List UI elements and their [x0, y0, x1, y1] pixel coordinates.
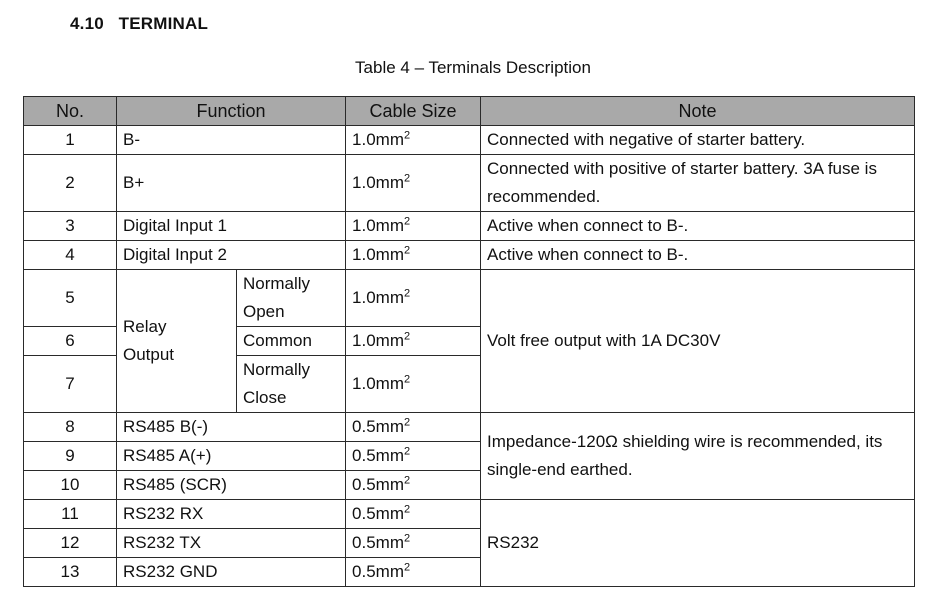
section-title: TERMINAL	[118, 14, 209, 33]
header-no: No.	[24, 97, 117, 126]
cell-cable-size: $1.0mm^2$	[346, 155, 481, 212]
cell-function: RS232 TX	[117, 529, 346, 558]
cell-function: Digital Input 1	[117, 212, 346, 241]
cell-cable-size: $0.5mm^2$	[346, 500, 481, 529]
cell-function: B-	[117, 126, 346, 155]
section-number: 4.10	[70, 14, 104, 33]
cell-no: 11	[24, 500, 117, 529]
cell-rs232-note: RS232	[481, 500, 915, 587]
header-function: Function	[117, 97, 346, 126]
cell-no: 9	[24, 442, 117, 471]
cell-note: Active when connect to B-.	[481, 241, 915, 270]
cell-relay-sub: Common	[237, 327, 346, 356]
cell-cable-size: $1.0mm^2$	[346, 356, 481, 413]
cell-relay-output: Relay Output	[117, 270, 237, 413]
cell-no: 8	[24, 413, 117, 442]
cell-rs485-note: Impedance-120Ω shielding wire is recommended, its single-end earthed.	[481, 413, 915, 500]
table-row	[24, 500, 915, 529]
cell-function: B+	[117, 155, 346, 212]
cell-cable-size: $0.5mm^2$	[346, 529, 481, 558]
cell-cable-size: $0.5mm^2$	[346, 442, 481, 471]
cell-relay-sub: Normally Open	[237, 270, 346, 327]
cell-note: Connected with positive of starter battery. 3A fuse is recommended.	[481, 155, 915, 212]
cell-cable-size: $1.0mm^2$	[346, 270, 481, 327]
table-caption: Table 4 – Terminals Description	[355, 58, 591, 77]
cell-cable-size: $1.0mm^2$	[346, 126, 481, 155]
cell-note: Connected with negative of starter battery.	[481, 126, 915, 155]
cell-cable-size: $0.5mm^2$	[346, 471, 481, 500]
cell-function: RS485 (SCR)	[117, 471, 346, 500]
cell-cable-size: $0.5mm^2$	[346, 413, 481, 442]
header-note: Note	[481, 97, 915, 126]
table-header-row	[24, 97, 915, 126]
cell-function: RS485 A(+)	[117, 442, 346, 471]
cell-cable-size: $1.0mm^2$	[346, 212, 481, 241]
header-cable-size: Cable Size	[346, 97, 481, 126]
cell-no: 13	[24, 558, 117, 587]
cell-relay-sub: Normally Close	[237, 356, 346, 413]
section-heading	[70, 14, 208, 34]
cell-no: 10	[24, 471, 117, 500]
terminals-table	[23, 96, 915, 587]
table-row	[24, 212, 915, 241]
table-row	[24, 270, 915, 327]
cell-no: 2	[24, 155, 117, 212]
cell-cable-size: $1.0mm^2$	[346, 327, 481, 356]
cell-no: 4	[24, 241, 117, 270]
cell-note: Active when connect to B-.	[481, 212, 915, 241]
table-row	[24, 413, 915, 442]
cell-no: 12	[24, 529, 117, 558]
cell-cable-size: $0.5mm^2$	[346, 558, 481, 587]
cell-no: 6	[24, 327, 117, 356]
cell-no: 5	[24, 270, 117, 327]
cell-relay-note: Volt free output with 1A DC30V	[481, 270, 915, 413]
cell-function: RS232 RX	[117, 500, 346, 529]
table-row	[24, 155, 915, 212]
table-row	[24, 126, 915, 155]
cell-function: RS232 GND	[117, 558, 346, 587]
cell-function: Digital Input 2	[117, 241, 346, 270]
cell-cable-size: $1.0mm^2$	[346, 241, 481, 270]
cell-no: 7	[24, 356, 117, 413]
cell-no: 1	[24, 126, 117, 155]
cell-no: 3	[24, 212, 117, 241]
table-row	[24, 241, 915, 270]
cell-function: RS485 B(-)	[117, 413, 346, 442]
